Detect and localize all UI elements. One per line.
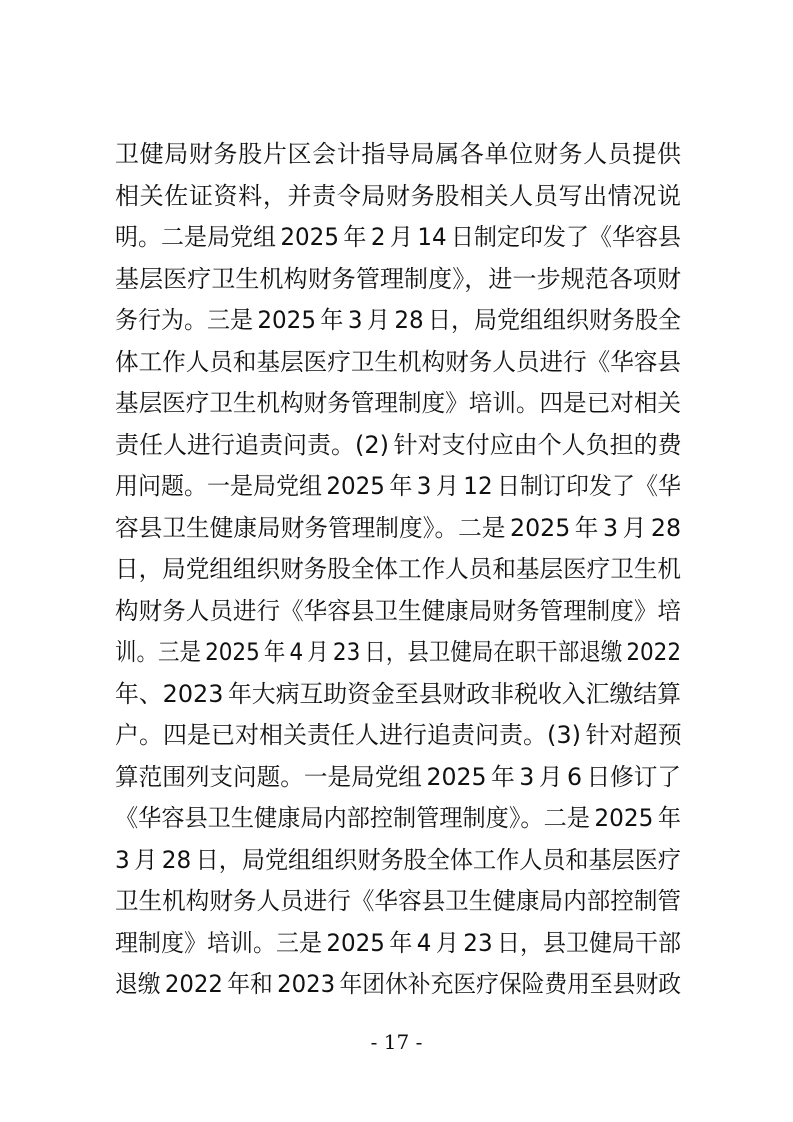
text-line-content: 日，局党组组织财务股全体工作人员和基层医疗卫生机 (115, 555, 681, 583)
text-line (115, 383, 681, 425)
text-line-content: 基层医疗卫生机构财务管理制度》培训。四是已对相关 (115, 389, 681, 417)
text-line (115, 591, 681, 633)
text-line-content: 3 月 28 日，局党组组织财务股全体工作人员和基层医疗 (115, 845, 681, 874)
text-line (115, 466, 681, 508)
text-line: 户。四是已对相关责任人进行追责问责。(3) 针对超预 (115, 721, 682, 749)
text-line-content: 务行为。三是 2025 年 3 月 28 日，局党组组织财务股全 (115, 306, 681, 334)
text-line (115, 798, 681, 840)
text-line-content: 《华容县卫生健康局内部控制管理制度》。二是 2025 年 (115, 804, 681, 832)
text-line-content: 算范围列支问题。一是局党组 2025 年 3 月 6 日修订了 (115, 762, 681, 791)
text-line (115, 342, 681, 384)
body-text (115, 134, 681, 1006)
text-line-content: 用问题。一是局党组 2025 年 3 月 12 日制订印发了《华 (115, 472, 681, 500)
text-line-content: 明。二是局党组 2025 年 2 月 14 日制定印发了《华容县 (115, 223, 681, 251)
text-line (115, 217, 681, 259)
text-line (115, 300, 681, 342)
text-line: 责任人进行追责问责。(2) 针对支付应由个人负担的费 (115, 430, 682, 459)
text-line (115, 923, 681, 965)
text-line-content: 训。三是 2025 年 4 月 23 日，县卫健局在职干部退缴 2022 (115, 638, 681, 666)
text-line-content: 容县卫生健康局财务管理制度》。二是 2025 年 3 月 28 (115, 513, 681, 542)
text-line-content: 退缴 2022 年和 2023 年团休补充医疗保险费用至县财政 (115, 970, 681, 998)
text-line-content: 年、2023 年大病互助资金至县财政非税收入汇缴结算 (115, 679, 681, 708)
text-line (115, 632, 681, 674)
text-line: 基层医疗卫生机构财务管理制度》，进一步规范各项财 (115, 264, 681, 293)
text-line: 卫健局财务股片区会计指导局属各单位财务人员提供 (115, 140, 681, 168)
text-line-content: 构财务人员进行《华容县卫生健康局财务管理制度》培 (115, 596, 681, 625)
text-line (115, 840, 681, 882)
text-line-content: 体工作人员和基层医疗卫生机构财务人员进行《华容县 (115, 347, 681, 376)
text-line (115, 881, 681, 923)
text-line (115, 508, 681, 550)
text-line (115, 549, 681, 591)
text-line-content: 卫生机构财务人员进行《华容县卫生健康局内部控制管 (115, 887, 681, 915)
text-line (115, 674, 681, 716)
text-line (115, 757, 681, 799)
text-line (115, 964, 681, 1006)
page-number: - 17 - (370, 1030, 423, 1054)
text-line: 相关佐证资料，并责令局财务股相关人员写出情况说 (115, 181, 681, 210)
text-line-content: 理制度》培训。三是 2025 年 4 月 23 日，县卫健局干部 (115, 928, 681, 957)
